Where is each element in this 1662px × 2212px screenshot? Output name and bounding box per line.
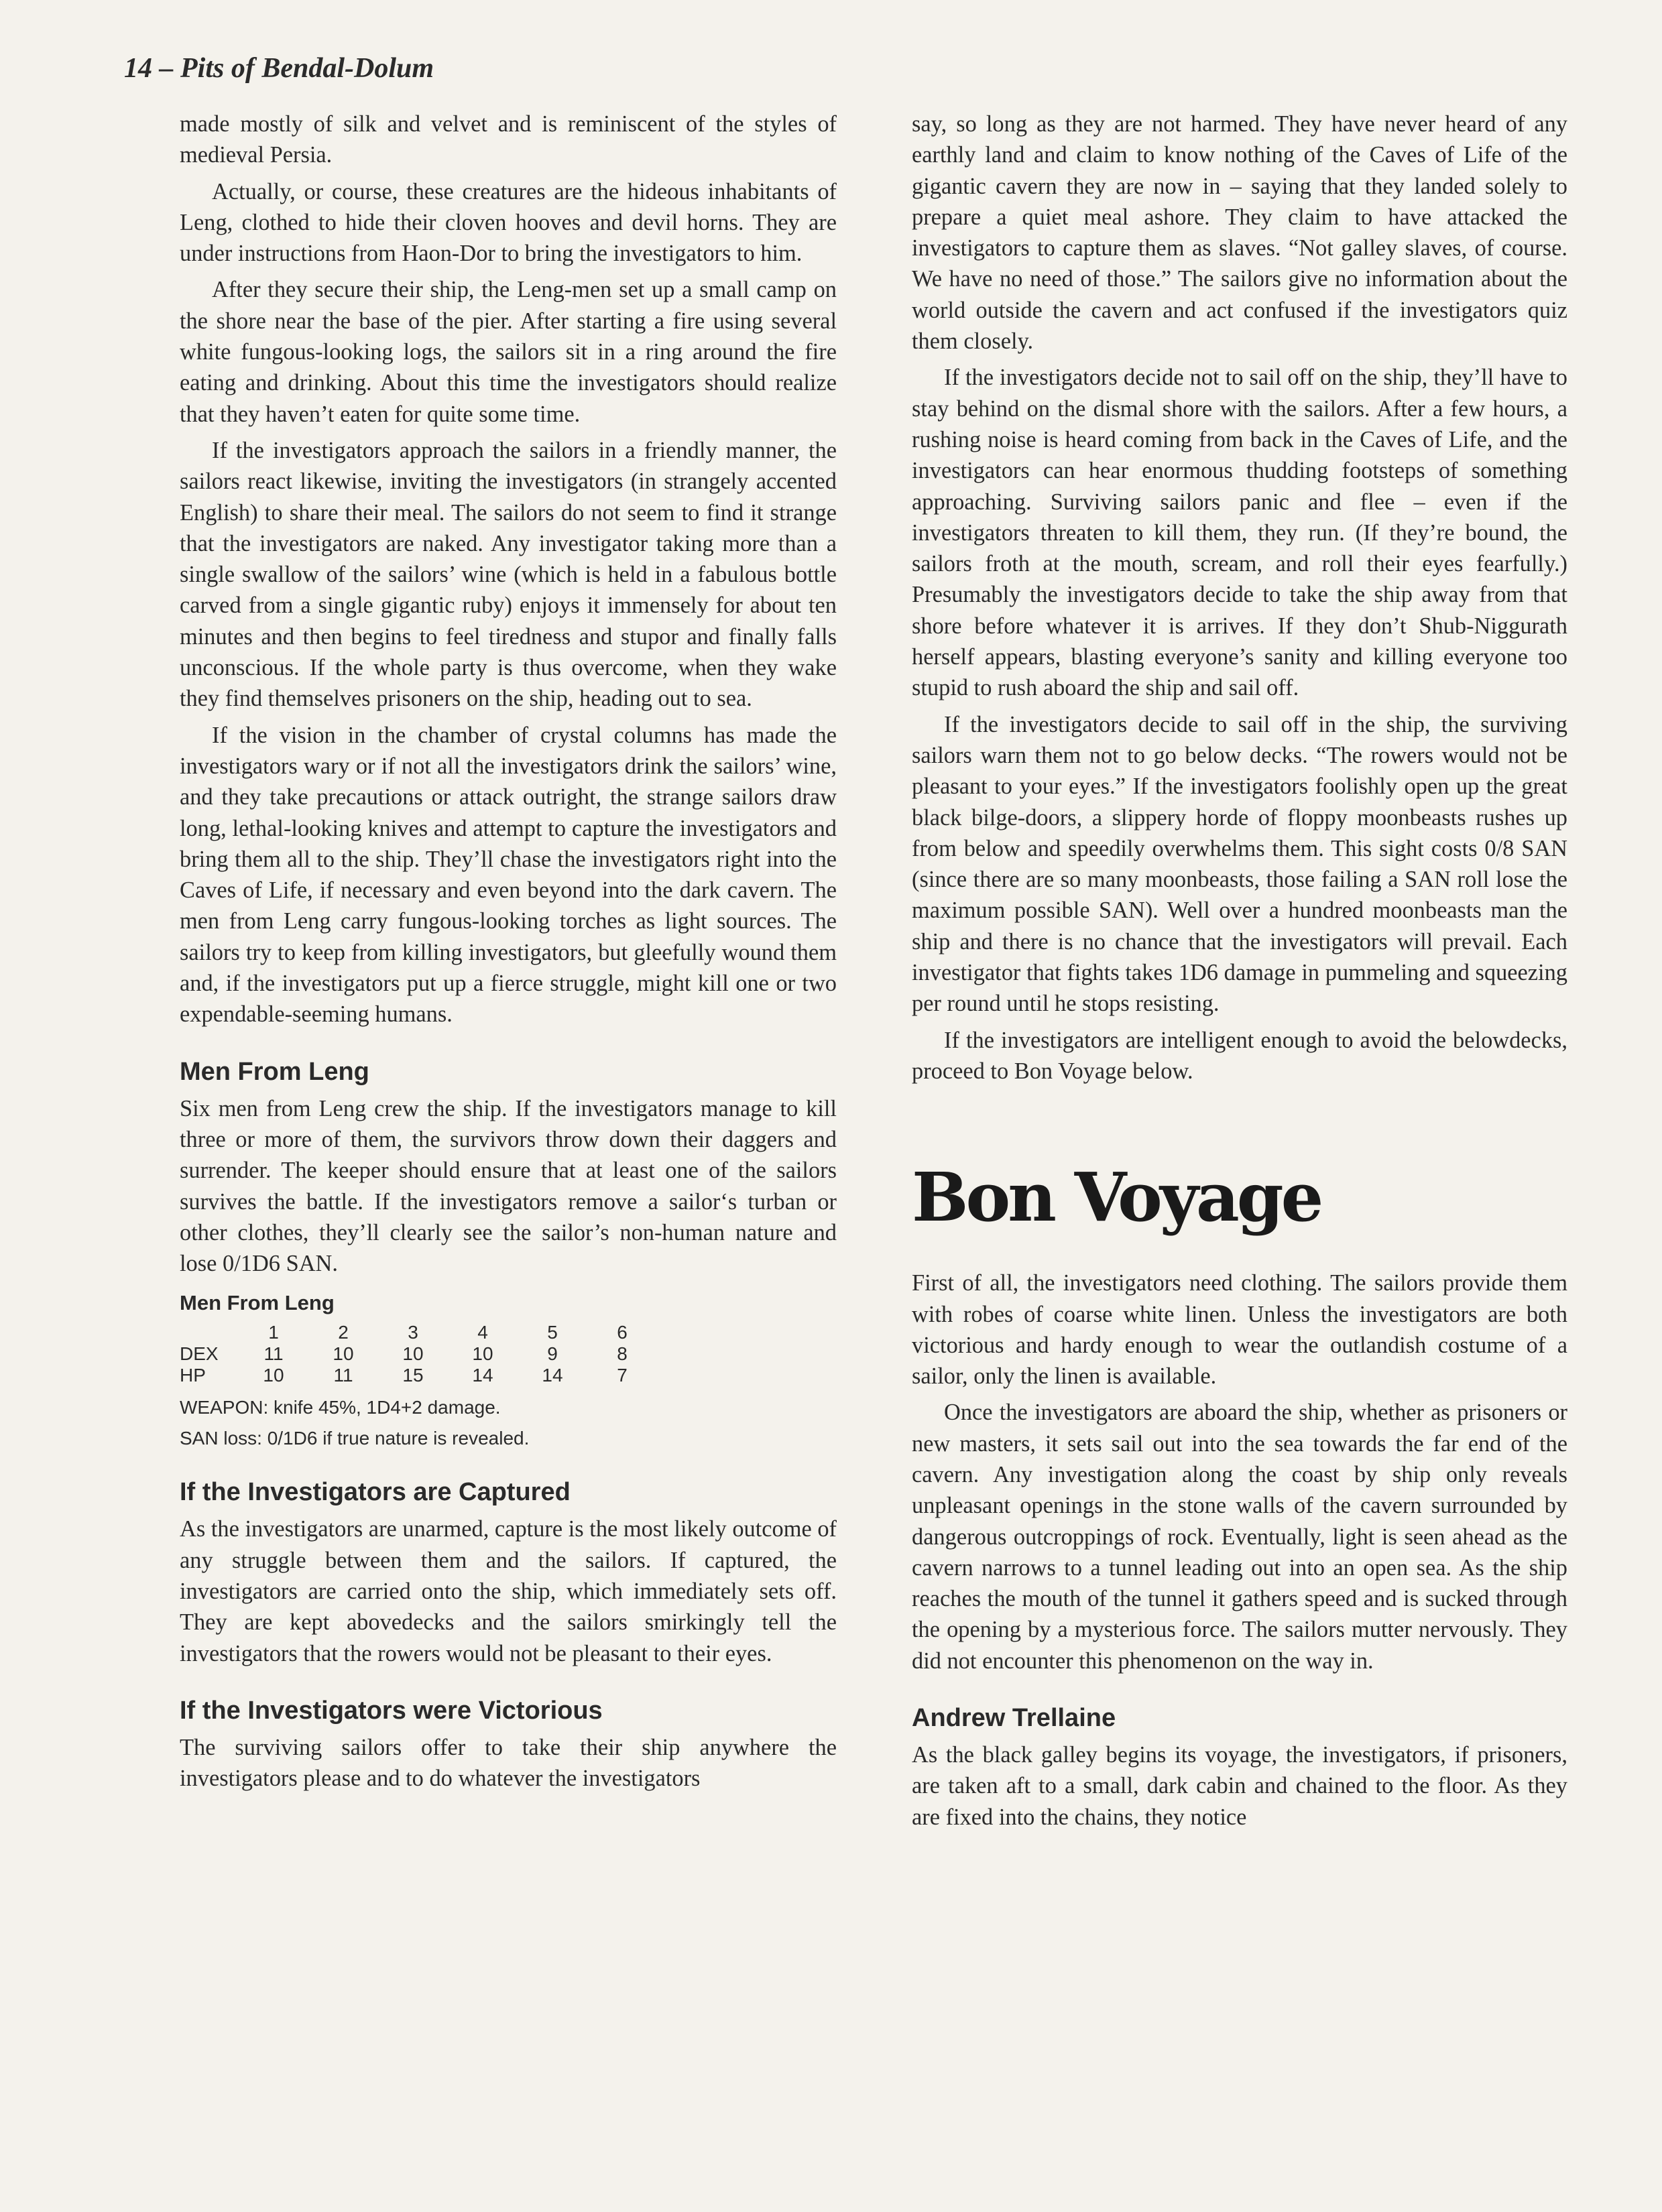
stat-col-header: 6 — [617, 1322, 628, 1343]
paragraph: After they secure their ship, the Leng-men set up a small camp on the shore near the base of the pier. After starting a fire using several white fungous-looking logs, the sailors sit in a ring around the fire eating and drinking. About this time the investigators should realize that they haven’t eaten for quite some time. — [180, 277, 837, 427]
weapon-line: WEAPON: knife 45%, 1D4+2 damage. — [180, 1397, 501, 1418]
stat-block-title: Men From Leng — [180, 1291, 335, 1315]
stat-table-corner — [180, 1322, 239, 1343]
stat-cell: 10 — [472, 1343, 493, 1365]
section-heading-captured: If the Investigators are Captured — [180, 1478, 571, 1507]
stat-row-dex — [180, 1343, 657, 1365]
stat-table — [180, 1322, 657, 1386]
stat-cell: 7 — [617, 1365, 628, 1386]
section-heading-victorious: If the Investigators were Victorious — [180, 1696, 603, 1725]
stat-row-label: HP — [180, 1365, 206, 1386]
stat-cell: 11 — [263, 1343, 284, 1365]
stat-cell: 14 — [472, 1365, 493, 1386]
stat-cell: 8 — [617, 1343, 628, 1365]
paragraph: say, so long as they are not harmed. They have never heard of any earthly land and claim to know nothing of the Caves of Life of the gigantic cavern they are now in – saying that they landed solely to prepare a quiet meal ashore. They claim to have attacked the investigators to capture them as slaves. “Not galley slaves, of course. We have no need of those.” The sailors give no information about the world outside the cavern and act confused if the investigators quiz them closely. — [912, 111, 1567, 355]
stat-cell: 9 — [547, 1343, 558, 1365]
stat-row-hp — [180, 1365, 657, 1386]
stat-col-header: 5 — [547, 1322, 558, 1343]
stat-col-header: 4 — [477, 1322, 488, 1343]
stat-col-header: 2 — [338, 1322, 349, 1343]
paragraph: As the investigators are unarmed, capture is the most likely outcome of any struggle between them and the sailors. If captured, the investigators are carried onto the ship, which immediately sets off. They are kept abovedecks and the sailors smirkingly tell the investigators that the rowers would not be pleasant to their eyes. — [180, 1516, 837, 1666]
section-heading-men-from-leng: Men From Leng — [180, 1057, 369, 1086]
paragraph: As the black galley begins its voyage, the investigators, if prisoners, are taken aft to a small, dark cabin and chained to the floor. As they are fixed into the chains, they notice — [912, 1742, 1567, 1830]
stat-block — [180, 1291, 837, 1451]
stat-col-header: 1 — [268, 1322, 279, 1343]
running-head: 14 – Pits of Bendal-Dolum — [124, 53, 434, 84]
right-column — [912, 109, 1567, 1838]
section-heading-andrew-trellaine: Andrew Trellaine — [912, 1704, 1116, 1733]
left-column — [180, 109, 837, 1799]
stat-cell: 10 — [333, 1343, 354, 1365]
stat-cell: 14 — [542, 1365, 563, 1386]
stat-col-header: 3 — [408, 1322, 418, 1343]
paragraph: made mostly of silk and velvet and is reminiscent of the styles of medieval Persia. — [180, 111, 837, 168]
paragraph: The surviving sailors offer to take their ship anywhere the investigators please and to do whatever the investigators — [180, 1734, 837, 1792]
paragraph: If the investigators decide to sail off in the ship, the surviving sailors warn them not to go below decks. “The rowers would not be pleasant to your eyes.” If the investigators foolishly open up the great black bilge-doors, a slippery horde of floppy moonbeasts rushes up from below and speedily overwhelms them. This sight costs 0/8 SAN (since there are so many moonbeasts, those failing a SAN roll lose the maximum possible SAN). Well over a hundred moonbeasts man the ship and there is no chance that the investigators will prevail. Each investigator that fights takes 1D6 damage in pummeling and squeezing per round until he stops resisting. — [912, 711, 1567, 1017]
paragraph: If the investigators decide not to sail off on the ship, they’ll have to stay behind on the dismal shore with the sailors. After a few hours, a rushing noise is heard coming from back in the Caves of Life, and the investigators can hear enormous thudding footsteps of something approaching. Surviving sailors panic and flee – even if the investigators threaten to kill them, they run. (If they’re bound, the sailors froth at the mouth, scream, and roll their eyes fearfully.) Presumably the investigators decide to take the ship away from that shore before whatever it is arrives. If they don’t Shub-Niggurath herself appears, blasting everyone’s sanity and killing everyone too stupid to rush aboard the ship and sail off. — [912, 365, 1567, 701]
stat-cell: 10 — [263, 1365, 284, 1386]
paragraph: If the investigators are intelligent enough to avoid the belowdecks, proceed to Bon Voyage below. — [912, 1027, 1567, 1084]
stat-cell: 15 — [402, 1365, 424, 1386]
paragraph: Actually, or course, these creatures are the hideous inhabitants of Leng, clothed to hide their cloven hooves and devil horns. They are under instructions from Haon-Dor to bring the investigators to him. — [180, 178, 837, 267]
stat-table-header-row — [180, 1322, 657, 1343]
paragraph: If the investigators approach the sailors in a friendly manner, the sailors react likewise, inviting the investigators (in strangely accented English) to share their meal. The sailors do not seem to find it strange that the investigators are naked. Any investigator taking more than a single swallow of the sailors’ wine (which is held in a fabulous bottle carved from a single gigantic ruby) enjoys it immensely for about ten minutes and then begins to feel tiredness and stupor and finally falls unconscious. If the whole party is thus overcome, when they wake they find themselves prisoners on the ship, heading out to sea. — [180, 437, 837, 712]
chapter-title-bon-voyage: Bon Voyage — [912, 1158, 1321, 1237]
stat-row-label: DEX — [180, 1343, 219, 1365]
stat-cell: 11 — [333, 1365, 353, 1386]
paragraph: Six men from Leng crew the ship. If the investigators manage to kill three or more of them, the survivors throw down their daggers and surrender. The keeper should ensure that at least one of the sailors survives the battle. If the investigators remove a sailor‘s turban or other clothes, they’ll clearly see the sailor’s non-human nature and lose 0/1D6 SAN. — [180, 1095, 837, 1277]
paragraph: If the vision in the chamber of crystal columns has made the investigators wary or if not all the investigators drink the sailors’ wine, and they take precautions or attack outright, the strange sailors draw long, lethal-looking knives and attempt to capture the investigators and bring them all to the ship. They’ll chase the investigators right into the Caves of Life, if necessary and even beyond into the dark cavern. The men from Leng carry fungous-looking torches as light sources. The sailors try to keep from killing investigators, but gleefully wound them and, if the investigators put up a fierce struggle, might kill one or two expendable-seeming humans. — [180, 722, 837, 1028]
paragraph: Once the investigators are aboard the ship, whether as prisoners or new masters, it sets sail out into the sea towards the far end of the cavern. Any investigation along the coast by ship only reveals unpleasant openings in the stone walls of the cavern surrounded by dangerous outcroppings of rock. Eventually, light is seen ahead as the cavern narrows to a tunnel leading out into an open sea. As the ship reaches the mouth of the tunnel it gathers speed and is sucked through the opening by a mysterious force. The sailors mutter nervously. They did not encounter this phenomenon on the way in. — [912, 1400, 1567, 1674]
paragraph: First of all, the investigators need clothing. The sailors provide them with robes of coarse white linen. Unless the investigators are both victorious and hardy enough to wear the outlandish costume of a sailor, only the linen is available. — [912, 1270, 1567, 1390]
stat-cell: 10 — [402, 1343, 424, 1365]
san-loss-line: SAN loss: 0/1D6 if true nature is revealed. — [180, 1428, 530, 1449]
